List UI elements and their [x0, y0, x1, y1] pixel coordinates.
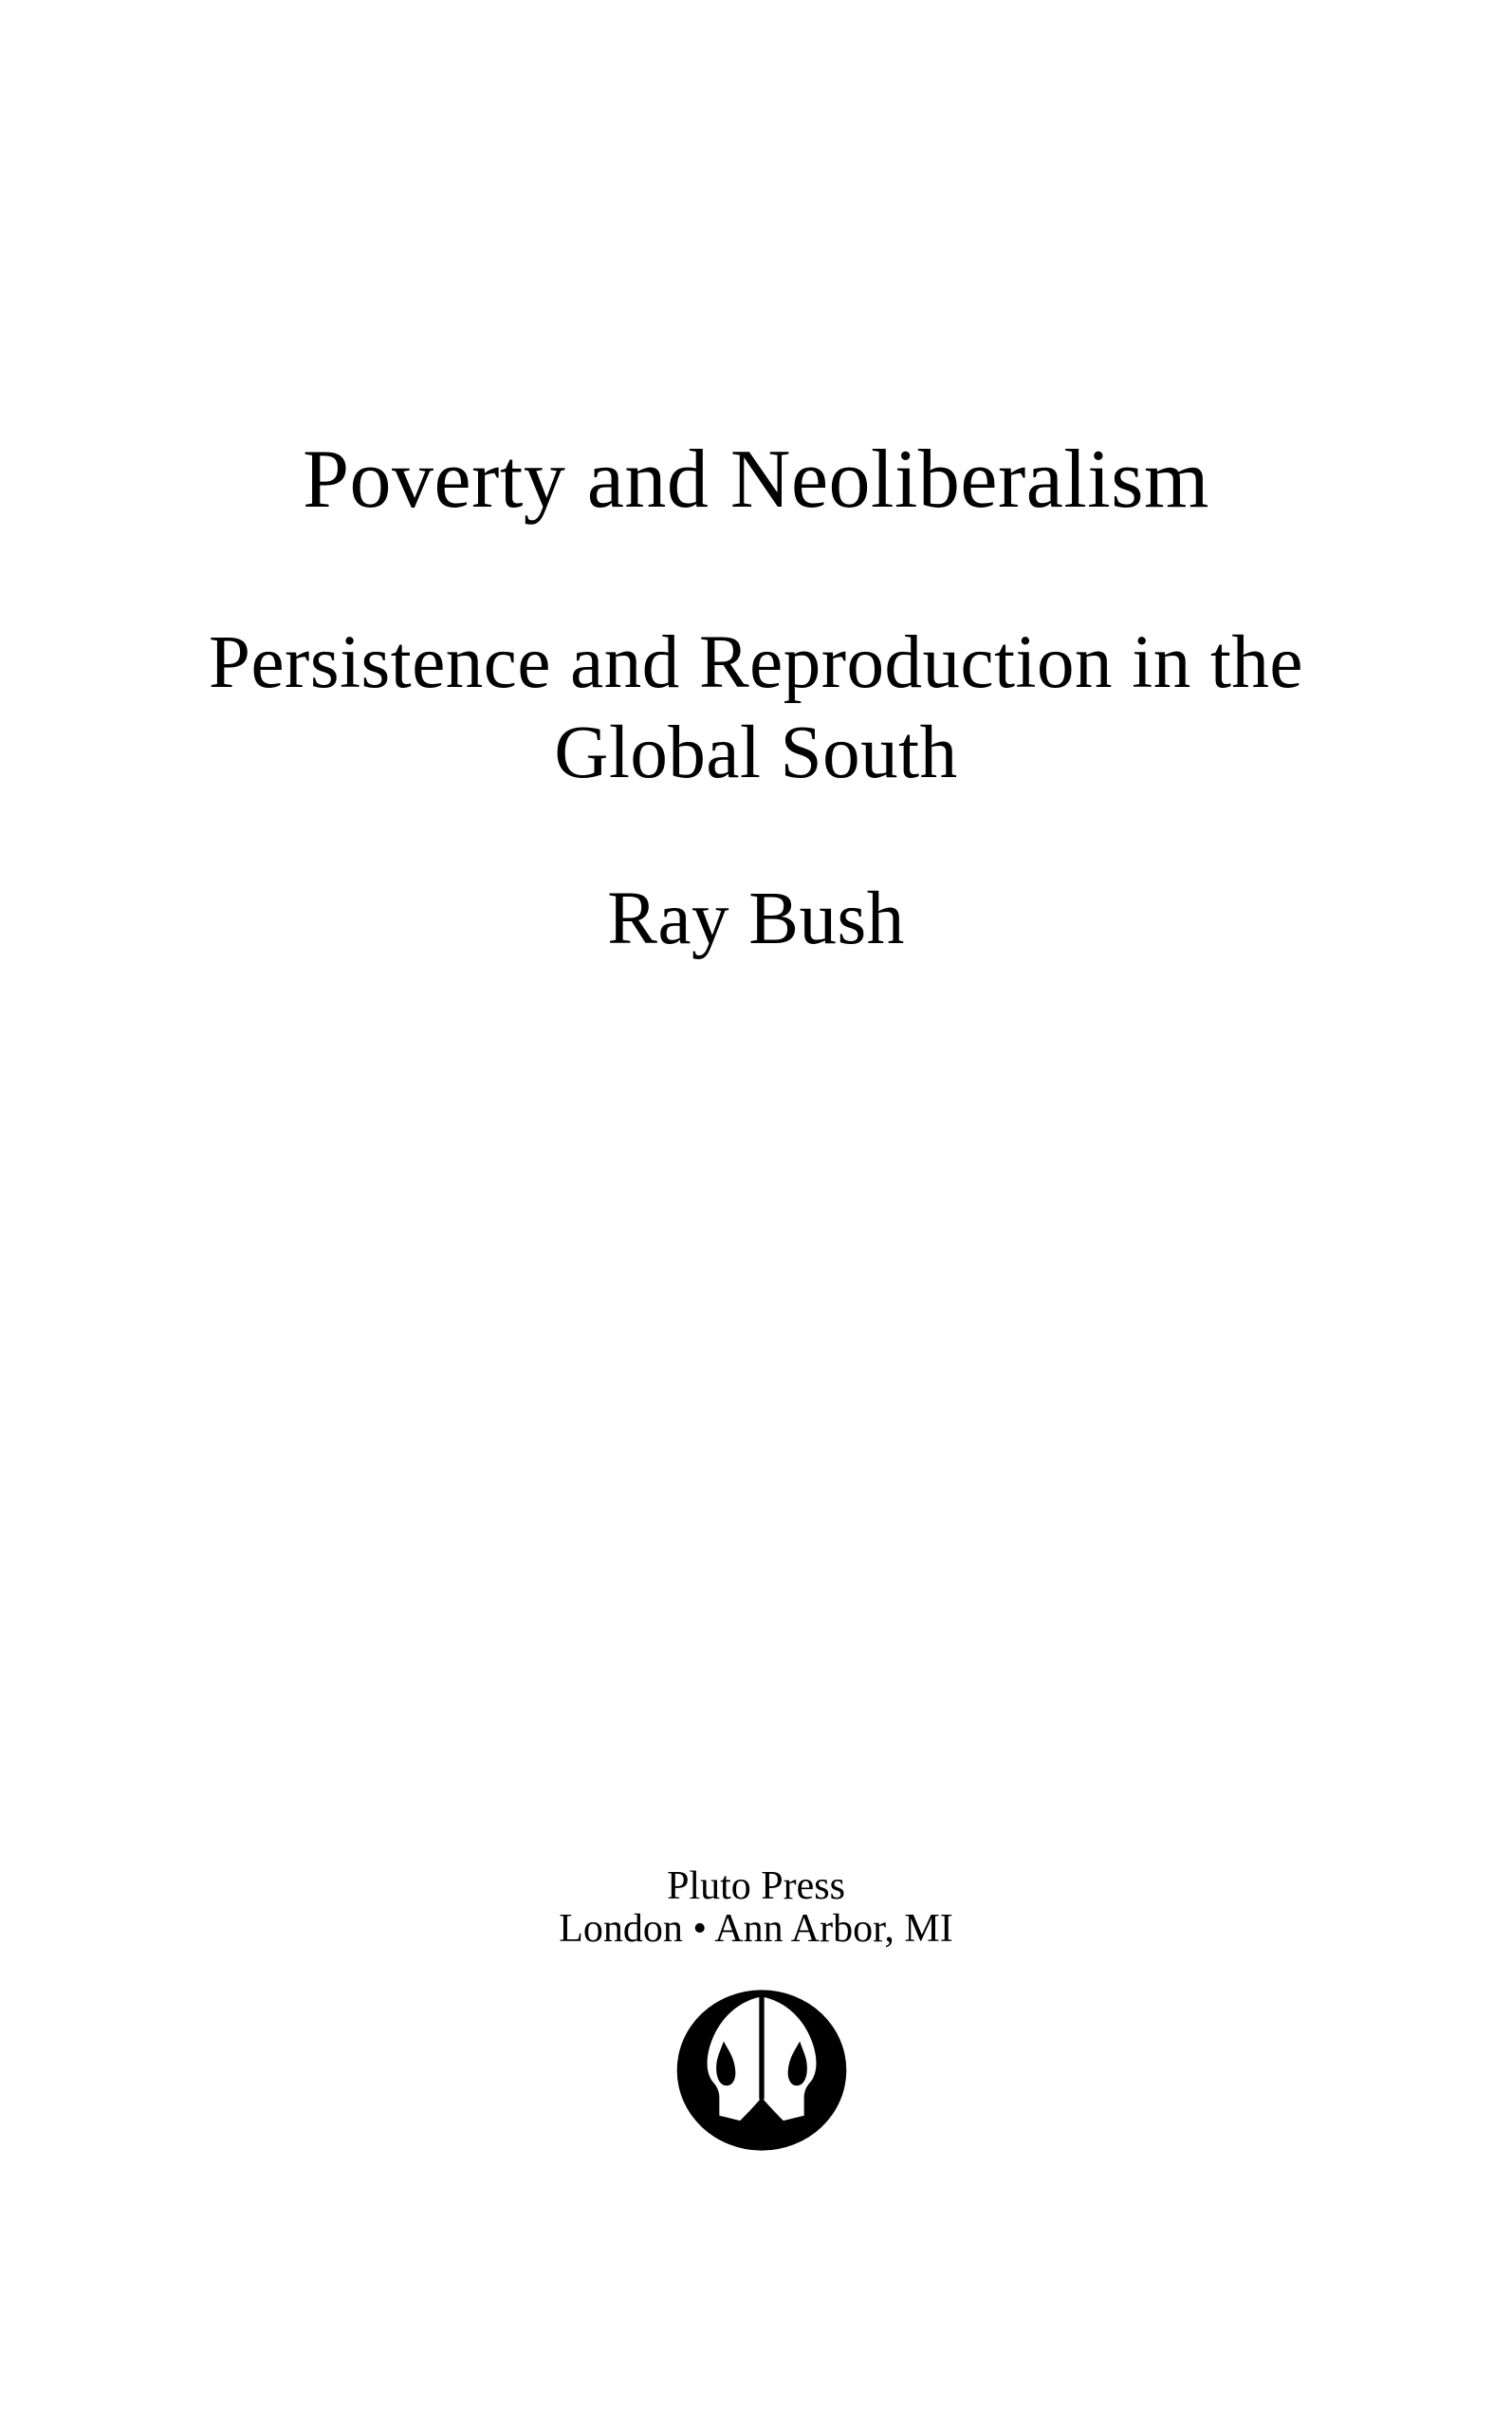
subtitle-line-2: Global South	[554, 712, 958, 794]
author-name: Ray Bush	[607, 878, 905, 960]
book-title: Poverty and Neoliberalism	[303, 434, 1209, 526]
subtitle-line-1: Persistence and Reproduction in the	[209, 621, 1303, 704]
publisher-locations: London • Ann Arbor, MI	[559, 1907, 953, 1951]
pluto-press-logo-icon	[672, 1985, 852, 2156]
imprint-block	[0, 1865, 1512, 1951]
publisher-name: Pluto Press	[667, 1864, 845, 1908]
book-subtitle	[0, 618, 1512, 798]
